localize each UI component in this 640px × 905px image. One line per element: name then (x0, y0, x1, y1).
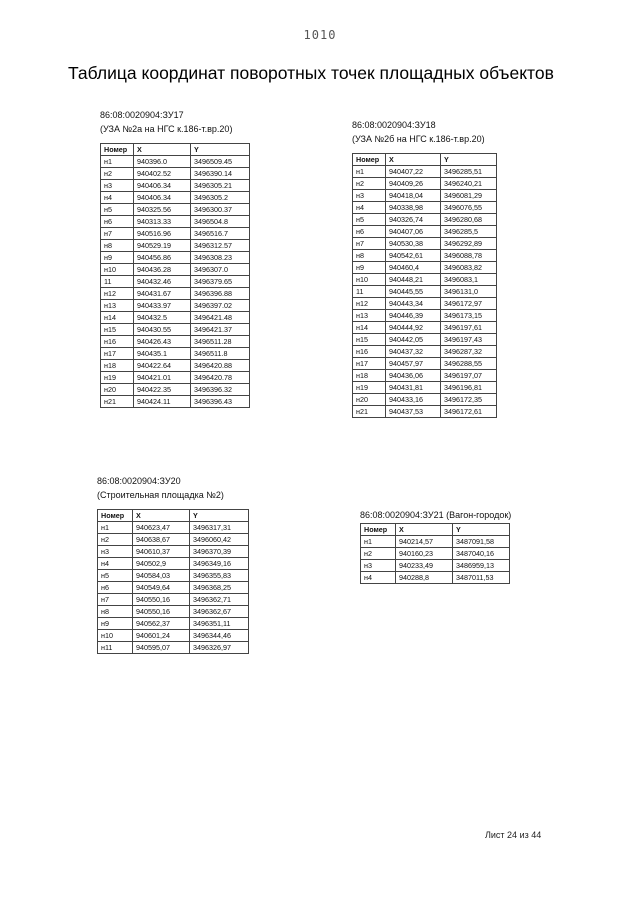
cell-x: 940433,16 (386, 394, 441, 406)
cell-x: 940549,64 (133, 582, 190, 594)
cell-number: н1 (98, 522, 133, 534)
parcel-code: 86:08:0020904:ЗУ20 (97, 476, 181, 486)
cell-x: 940418,04 (386, 190, 441, 202)
cell-y: 3496368,25 (190, 582, 249, 594)
cell-x: 940432.46 (134, 276, 191, 288)
cell-y: 3496197,07 (441, 370, 497, 382)
cell-y: 3496240,21 (441, 178, 497, 190)
header-number: Номер (361, 524, 396, 536)
cell-x: 940160,23 (396, 548, 453, 560)
table-row (101, 252, 250, 264)
cell-x: 940457,97 (386, 358, 441, 370)
cell-y: 3496516.7 (191, 228, 250, 240)
table-header-row (101, 144, 250, 156)
cell-number: н12 (353, 298, 386, 310)
coordinate-table (360, 523, 510, 584)
header-x: X (133, 510, 190, 522)
table-row (101, 156, 250, 168)
cell-number: н2 (353, 178, 386, 190)
cell-number: н18 (101, 360, 134, 372)
table-row (361, 560, 510, 572)
cell-number: н1 (361, 536, 396, 548)
cell-y: 3496420.88 (191, 360, 250, 372)
table-header-row (353, 154, 497, 166)
table-row (101, 300, 250, 312)
cell-number: н20 (353, 394, 386, 406)
cell-number: н1 (101, 156, 134, 168)
cell-number: н6 (98, 582, 133, 594)
table-row (353, 226, 497, 238)
table-row (353, 382, 497, 394)
cell-x: 940542,61 (386, 250, 441, 262)
header-number: Номер (353, 154, 386, 166)
cell-x: 940288,8 (396, 572, 453, 584)
cell-y: 3496088,78 (441, 250, 497, 262)
cell-y: 3496344,46 (190, 630, 249, 642)
cell-number: н17 (101, 348, 134, 360)
cell-number: н18 (353, 370, 386, 382)
cell-y: 3496511.8 (191, 348, 250, 360)
cell-number: н19 (353, 382, 386, 394)
cell-x: 940402.52 (134, 168, 191, 180)
cell-y: 3496511.28 (191, 336, 250, 348)
cell-number: н3 (353, 190, 386, 202)
header-y: Y (441, 154, 497, 166)
cell-x: 940562,37 (133, 618, 190, 630)
cell-x: 940421.01 (134, 372, 191, 384)
cell-y: 3496083,1 (441, 274, 497, 286)
page-title: Таблица координат поворотных точек площадных объектов (68, 63, 554, 83)
table-row (353, 310, 497, 322)
parcel-subtitle: (Строительная площадка №2) (97, 490, 224, 500)
cell-x: 940431,81 (386, 382, 441, 394)
cell-number: н6 (353, 226, 386, 238)
cell-x: 940460,4 (386, 262, 441, 274)
table-row (101, 312, 250, 324)
table-row (353, 238, 497, 250)
cell-y: 3496312.57 (191, 240, 250, 252)
cell-x: 940407,22 (386, 166, 441, 178)
cell-y: 3496197,61 (441, 322, 497, 334)
table-row (353, 190, 497, 202)
cell-y: 3496307.0 (191, 264, 250, 276)
cell-y: 3496083,82 (441, 262, 497, 274)
table-row (98, 582, 249, 594)
cell-number: 11 (353, 286, 386, 298)
cell-number: н4 (101, 192, 134, 204)
cell-x: 940338,98 (386, 202, 441, 214)
cell-y: 3487091,58 (453, 536, 510, 548)
cell-number: н14 (353, 322, 386, 334)
sheet-footer: Лист 24 из 44 (485, 830, 542, 840)
table-header-row (98, 510, 249, 522)
cell-y: 3496197,43 (441, 334, 497, 346)
cell-x: 940623,47 (133, 522, 190, 534)
table-row (353, 406, 497, 418)
table-row (101, 216, 250, 228)
cell-number: н5 (101, 204, 134, 216)
cell-y: 3496280,68 (441, 214, 497, 226)
parcel-code: 86:08:0020904:ЗУ21 (Вагон-городок) (360, 510, 512, 520)
table-row (98, 522, 249, 534)
cell-number: н13 (353, 310, 386, 322)
cell-number: н9 (101, 252, 134, 264)
table-row (353, 334, 497, 346)
cell-x: 940214,57 (396, 536, 453, 548)
cell-x: 940442,05 (386, 334, 441, 346)
table-row (101, 264, 250, 276)
cell-x: 940435.1 (134, 348, 191, 360)
table-row (361, 536, 510, 548)
cell-x: 940502,9 (133, 558, 190, 570)
cell-y: 3496292,89 (441, 238, 497, 250)
cell-number: н15 (101, 324, 134, 336)
cell-x: 940432.5 (134, 312, 191, 324)
cell-number: н20 (101, 384, 134, 396)
cell-y: 3496196,81 (441, 382, 497, 394)
table-row (353, 358, 497, 370)
parcel-code: 86:08:0020904:ЗУ17 (100, 110, 184, 120)
table-row (361, 572, 510, 584)
cell-y: 3496370,39 (190, 546, 249, 558)
cell-number: н10 (98, 630, 133, 642)
cell-number: н2 (101, 168, 134, 180)
cell-y: 3496287,32 (441, 346, 497, 358)
cell-number: н9 (98, 618, 133, 630)
table-row (101, 396, 250, 408)
cell-x: 940422.64 (134, 360, 191, 372)
cell-x: 940326,74 (386, 214, 441, 226)
coordinate-table (97, 509, 249, 654)
cell-y: 3486959,13 (453, 560, 510, 572)
cell-number: н7 (101, 228, 134, 240)
table-row (98, 594, 249, 606)
table-row (101, 180, 250, 192)
cell-number: н13 (101, 300, 134, 312)
cell-y: 3496285,51 (441, 166, 497, 178)
cell-x: 940437,32 (386, 346, 441, 358)
table-row (98, 618, 249, 630)
header-number: Номер (98, 510, 133, 522)
cell-y: 3496076,55 (441, 202, 497, 214)
cell-y: 3496285,5 (441, 226, 497, 238)
table-row (353, 370, 497, 382)
cell-y: 3496420.78 (191, 372, 250, 384)
cell-x: 940638,67 (133, 534, 190, 546)
coordinate-table (352, 153, 497, 418)
cell-y: 3496509.45 (191, 156, 250, 168)
table-row (353, 178, 497, 190)
cell-number: н8 (101, 240, 134, 252)
cell-x: 940430.55 (134, 324, 191, 336)
cell-y: 3496421.48 (191, 312, 250, 324)
table-row (361, 548, 510, 560)
table-row (353, 346, 497, 358)
cell-x: 940584,03 (133, 570, 190, 582)
cell-number: н11 (98, 642, 133, 654)
cell-y: 3496396.88 (191, 288, 250, 300)
cell-x: 940406.34 (134, 180, 191, 192)
table-row (101, 192, 250, 204)
cell-y: 3496288,55 (441, 358, 497, 370)
cell-x: 940448,21 (386, 274, 441, 286)
cell-y: 3496351,11 (190, 618, 249, 630)
coordinate-block-zu18 (352, 120, 497, 418)
cell-x: 940325.56 (134, 204, 191, 216)
cell-x: 940601,24 (133, 630, 190, 642)
cell-x: 940406.34 (134, 192, 191, 204)
cell-number: н8 (98, 606, 133, 618)
table-row (101, 240, 250, 252)
header-number: Номер (101, 144, 134, 156)
table-row (98, 606, 249, 618)
cell-number: н7 (98, 594, 133, 606)
cell-x: 940595,07 (133, 642, 190, 654)
cell-y: 3496396.43 (191, 396, 250, 408)
cell-number: н3 (98, 546, 133, 558)
cell-number: н21 (101, 396, 134, 408)
header-y: Y (191, 144, 250, 156)
cell-y: 3487011,53 (453, 572, 510, 584)
table-row (101, 336, 250, 348)
cell-y: 3496081,29 (441, 190, 497, 202)
cell-number: н4 (353, 202, 386, 214)
table-row (98, 642, 249, 654)
cell-number: н3 (101, 180, 134, 192)
table-row (98, 534, 249, 546)
table-row (98, 630, 249, 642)
table-row (101, 288, 250, 300)
cell-number: н5 (353, 214, 386, 226)
cell-x: 940445,55 (386, 286, 441, 298)
coordinate-block-zu17 (100, 110, 250, 408)
parcel-subtitle: (УЗА №2а на НГС к.186-т.вр.20) (100, 124, 233, 134)
cell-number: н2 (98, 534, 133, 546)
table-row (353, 286, 497, 298)
table-row (353, 166, 497, 178)
cell-y: 3496326,97 (190, 642, 249, 654)
parcel-subtitle: (УЗА №2б на НГС к.186-т.вр.20) (352, 134, 485, 144)
cell-y: 3496317,31 (190, 522, 249, 534)
cell-x: 940431.67 (134, 288, 191, 300)
cell-y: 3496396.32 (191, 384, 250, 396)
cell-number: н8 (353, 250, 386, 262)
cell-number: н19 (101, 372, 134, 384)
table-row (101, 204, 250, 216)
cell-x: 940610,37 (133, 546, 190, 558)
cell-number: н4 (361, 572, 396, 584)
cell-number: н16 (353, 346, 386, 358)
cell-y: 3496305.21 (191, 180, 250, 192)
cell-x: 940233,49 (396, 560, 453, 572)
cell-number: н1 (353, 166, 386, 178)
cell-number: н15 (353, 334, 386, 346)
table-header-row (361, 524, 510, 536)
cell-x: 940396.0 (134, 156, 191, 168)
cell-y: 3496397.02 (191, 300, 250, 312)
cell-x: 940529.19 (134, 240, 191, 252)
cell-x: 940444,92 (386, 322, 441, 334)
cell-y: 3496173,15 (441, 310, 497, 322)
cell-x: 940446,39 (386, 310, 441, 322)
cell-y: 3496305.2 (191, 192, 250, 204)
cell-y: 3496172,97 (441, 298, 497, 310)
table-row (101, 384, 250, 396)
table-row (353, 250, 497, 262)
cell-x: 940436,06 (386, 370, 441, 382)
table-row (353, 322, 497, 334)
cell-number: н10 (353, 274, 386, 286)
cell-x: 940313.33 (134, 216, 191, 228)
table-row (101, 228, 250, 240)
table-row (353, 202, 497, 214)
cell-x: 940409,26 (386, 178, 441, 190)
cell-x: 940530,38 (386, 238, 441, 250)
table-row (98, 570, 249, 582)
cell-number: н12 (101, 288, 134, 300)
cell-y: 3496362,67 (190, 606, 249, 618)
header-y: Y (453, 524, 510, 536)
header-y: Y (190, 510, 249, 522)
coordinate-block-zu21 (360, 510, 511, 584)
cell-number: н21 (353, 406, 386, 418)
cell-number: н3 (361, 560, 396, 572)
cell-x: 940424.11 (134, 396, 191, 408)
header-x: X (396, 524, 453, 536)
table-row (101, 372, 250, 384)
table-row (101, 360, 250, 372)
page-number: 1010 (303, 28, 337, 42)
table-row (353, 394, 497, 406)
table-row (101, 276, 250, 288)
cell-y: 3496355,83 (190, 570, 249, 582)
cell-x: 940550,16 (133, 594, 190, 606)
cell-y: 3496379.65 (191, 276, 250, 288)
table-row (101, 168, 250, 180)
table-row (101, 324, 250, 336)
cell-x: 940456.86 (134, 252, 191, 264)
cell-number: н10 (101, 264, 134, 276)
cell-y: 3496362,71 (190, 594, 249, 606)
cell-y: 3496172,35 (441, 394, 497, 406)
cell-x: 940407,06 (386, 226, 441, 238)
header-x: X (386, 154, 441, 166)
cell-number: н2 (361, 548, 396, 560)
cell-x: 940516.96 (134, 228, 191, 240)
cell-number: 11 (101, 276, 134, 288)
cell-x: 940550,16 (133, 606, 190, 618)
cell-y: 3487040,16 (453, 548, 510, 560)
cell-y: 3496172,61 (441, 406, 497, 418)
cell-y: 3496504.8 (191, 216, 250, 228)
cell-number: н9 (353, 262, 386, 274)
table-row (353, 274, 497, 286)
table-row (353, 214, 497, 226)
cell-y: 3496390.14 (191, 168, 250, 180)
cell-number: н5 (98, 570, 133, 582)
parcel-code: 86:08:0020904:ЗУ18 (352, 120, 436, 130)
table-row (98, 558, 249, 570)
cell-y: 3496060,42 (190, 534, 249, 546)
cell-x: 940422.35 (134, 384, 191, 396)
table-row (101, 348, 250, 360)
cell-x: 940433.97 (134, 300, 191, 312)
cell-x: 940436.28 (134, 264, 191, 276)
cell-number: н14 (101, 312, 134, 324)
coordinate-block-zu20 (97, 476, 249, 654)
table-row (353, 298, 497, 310)
cell-y: 3496308.23 (191, 252, 250, 264)
header-x: X (134, 144, 191, 156)
cell-y: 3496131,0 (441, 286, 497, 298)
cell-y: 3496421.37 (191, 324, 250, 336)
coordinate-table (100, 143, 250, 408)
cell-number: н16 (101, 336, 134, 348)
cell-number: н17 (353, 358, 386, 370)
table-row (353, 262, 497, 274)
cell-y: 3496349,16 (190, 558, 249, 570)
cell-y: 3496300.37 (191, 204, 250, 216)
cell-number: н6 (101, 216, 134, 228)
table-row (98, 546, 249, 558)
cell-x: 940437,53 (386, 406, 441, 418)
cell-x: 940443,34 (386, 298, 441, 310)
cell-number: н7 (353, 238, 386, 250)
cell-x: 940426.43 (134, 336, 191, 348)
cell-number: н4 (98, 558, 133, 570)
